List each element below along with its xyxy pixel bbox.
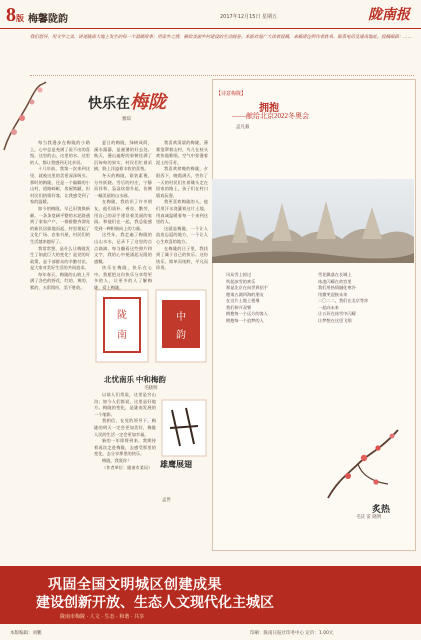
essay-column-1 — [30, 140, 90, 560]
essay-author: 雅琼 — [122, 117, 131, 122]
essay-headline: 快乐在梅陇 — [88, 92, 166, 112]
page-header — [0, 0, 421, 29]
essay-paragraph: 这些年，我走遍了梅陇的山山水水，记录下了这里的点点滴滴。每当翻看这些照片和文字，我的心中便涌起无限的感慨。 — [94, 232, 152, 264]
poem-column-right — [318, 272, 406, 324]
banner-line-1: 巩固全国文明城区创建成果 — [48, 576, 222, 592]
poem-line: 风从雪上掠过 — [226, 272, 252, 277]
poem-line: 我们用热情融化寒冷 — [318, 285, 356, 290]
essay-paragraph: 冬天的梅陇，银装素裹，分外妖娆。雪后的村庄，宁静而祥和，袅袅炊烟升起，仿佛一幅美丽的山水画。 — [94, 172, 152, 198]
issue-date: 2017年12月15日 星期五 — [220, 14, 278, 20]
artwork-author: 毛晓明 — [144, 386, 158, 391]
essay-paragraph: 夏日的梅陇，绿树成荫，溪水潺潺，是避暑的好去处。秋天，漫山遍野的果树挂满了沉甸甸的果实，村民们忙着采摘，脸上洋溢着丰收的喜悦。 — [94, 140, 152, 172]
essay-column-4 — [94, 392, 156, 560]
poem-line: 那是北京在向世界招手 — [226, 285, 268, 290]
poem-author: 毛沃 雷 晓明 — [356, 515, 382, 520]
essay-paragraph: 十几年前，我第一次来到这里，就被这里的美景深深吸引。那时的梅陇，还是一个偏僻的小山村，道路崎岖，房屋简陋，但村民们热情好客，让我感受到了家的温暖。 — [30, 166, 90, 205]
essay-paragraph: 如今的梅陇，早已旧貌换新颜。一条条宽阔平整的水泥路通到了家家户户，一排排整齐漂亮的新民居拔地而起，村里建起了文化广场、农家书屋，村民们的生活越来越好了。 — [30, 205, 90, 244]
essay-paragraph: 我喜欢清晨的梅陇，薄雾笼罩着山村，鸟儿在枝头欢快地歌唱，空气中弥漫着泥土的芬芳。 — [156, 140, 208, 165]
essay-paragraph: 我常常想，是什么让梅陇发生了如此巨大的变化？是党的好政策，是干部群众的辛勤付出，是大家对美好生活的共同追求。 — [30, 245, 90, 271]
poem-line: 拥抱每一个追梦的人 — [226, 317, 264, 323]
svg-text:南: 南 — [117, 330, 127, 341]
essay-paragraph: 在梅陇，我结识了许多朋友。他们质朴、善良、勤劳，用自己的双手建设着美丽的家园。和他们在一起，我总能感受到一种积极向上的力量。 — [94, 199, 152, 231]
poem-line: 拥抱每一个远方的客人 — [226, 311, 268, 316]
plum-branch-painting — [318, 420, 410, 500]
banner-line-2: 建设创新开放、生态人文现代化主城区 — [36, 594, 274, 610]
feature-tag: 【诗意梅陇】 — [216, 91, 247, 97]
essay-paragraph: 这就是梅陇，一个让人流连忘返的地方，一个让人心生欢喜的地方。 — [156, 225, 208, 244]
artwork-title: 北忧南乐 中和梅韵 — [104, 375, 166, 384]
essay-paragraph: 我喜欢傍晚的梅陇，夕阳西下，晚霞满天，劳作了一天的村民们扛着锄头走在回家的路上，孩子们在村口嬉戏玩耍。 — [156, 166, 208, 198]
essay-paragraph: 新的一年即将到来，我期待着再次走进梅陇，去感受那里的变化，去分享那里的快乐。 — [94, 438, 156, 457]
essay-paragraph: 我相信，在党的领导下，梅陇的明天一定会更加美好，梅陇人民的生活一定会更加幸福。 — [94, 418, 156, 437]
essay-paragraph: 每年春天，梅陇的山坡上开满了各色的野花，红的、黄的、紫的，五彩缤纷，美不胜收。 — [30, 271, 90, 291]
poem-line: 邀请五湖四海的朋友 — [226, 291, 264, 297]
poem-line: 冰凌闪耀在故宫里 — [318, 278, 352, 284]
poem-line: 吹起冰雪的欢乐 — [226, 278, 256, 284]
feature-author: 孟凡毅 — [236, 125, 250, 130]
svg-text:陇: 陇 — [117, 310, 127, 321]
poem-title: 炙热 — [372, 504, 391, 514]
calligraphy-artwork — [160, 398, 208, 458]
section-title: 梅馨陇韵 — [28, 14, 68, 25]
seal-artwork — [92, 284, 210, 370]
poem-line: 在这片土地上相聚 — [226, 298, 260, 303]
masthead-logo: 陇南报 — [368, 8, 410, 23]
feature-title: 拥抱 — [259, 103, 279, 114]
essay-paragraph: 在梅陇的日子里，我找到了属于自己的快乐。这份快乐，简单而纯粹，平凡而珍贵。 — [156, 245, 208, 271]
feature-subtitle: ——献给北京2022冬奥会 — [232, 112, 309, 120]
sculpture-figures — [212, 179, 414, 263]
essay-paragraph: 每当我漫步在梅陇的小路上，心中总是充满了说不出的喜悦。这里的山、这里的水、这里的人，都让我感到无比亲切。 — [30, 140, 90, 165]
sculpture-photo — [212, 179, 414, 263]
side-author: 孟世 — [162, 498, 171, 503]
essay-paragraph: 我更喜欢梅陇的人，他们用汗水浇灌着这片土地，用真诚温暖着每一个来到这里的人。 — [156, 199, 208, 225]
side-title: 雄鹰展翅 — [160, 460, 192, 469]
poem-line: 一起向未来 — [318, 304, 339, 310]
poem-line: 我们伸开双臂 — [226, 304, 252, 310]
essay-column-3 — [156, 140, 208, 280]
essay-paragraph: 梅陇，我爱你！ — [102, 457, 132, 463]
essay-column-2 — [94, 140, 152, 291]
intro-divider — [30, 75, 414, 76]
poem-line: 二〇二二，我们在北京等你 — [318, 298, 369, 303]
civic-banner — [0, 566, 421, 624]
essay-paragraph: 以前人们常说，这里是穷山沟；如今人们都说，这里是好地方。梅陇的变化，是陇南发展的一个缩影。 — [94, 392, 156, 417]
poem-line: 让梦想在这里飞翔 — [318, 317, 352, 323]
page-number: 8版 — [6, 4, 24, 26]
poem-line: 雪花飘落在长城上 — [318, 272, 352, 277]
intro-text: 我们倡导，用文学之美，讲述陇南大地上发生的每一个温暖故事；用家乡之情，描绘美丽乡村建设的生动画卷。本版欢迎广大读者投稿，来稿请注明作者姓名、联系电话及通讯地址。投稿邮箱：…… — [30, 34, 414, 76]
svg-text:中: 中 — [176, 312, 186, 323]
essay-paragraph: （作者单位：陇南市某局） — [102, 464, 153, 470]
svg-text:韵: 韵 — [176, 330, 186, 341]
footer-right: 印刷：陇南日报社印务中心 定价：1.00元 — [250, 631, 334, 636]
poem-line: 用微笑迎接未来 — [318, 291, 348, 297]
poem-column-left — [226, 272, 310, 324]
banner-line-3: 陇南市梅陇 · 人文 · 生态 · 和谐 · 共享 — [60, 614, 145, 620]
footer-left: 本版编辑：刘鹏 — [10, 631, 42, 636]
page-footer — [0, 626, 421, 640]
essay-paragraph: 快乐在梅陇，快乐在心中。我愿把这份快乐分享给更多的人，让更多的人了解梅陇、爱上梅陇。 — [94, 265, 152, 291]
poem-line: 让五环在冰雪中闪耀 — [318, 311, 356, 316]
